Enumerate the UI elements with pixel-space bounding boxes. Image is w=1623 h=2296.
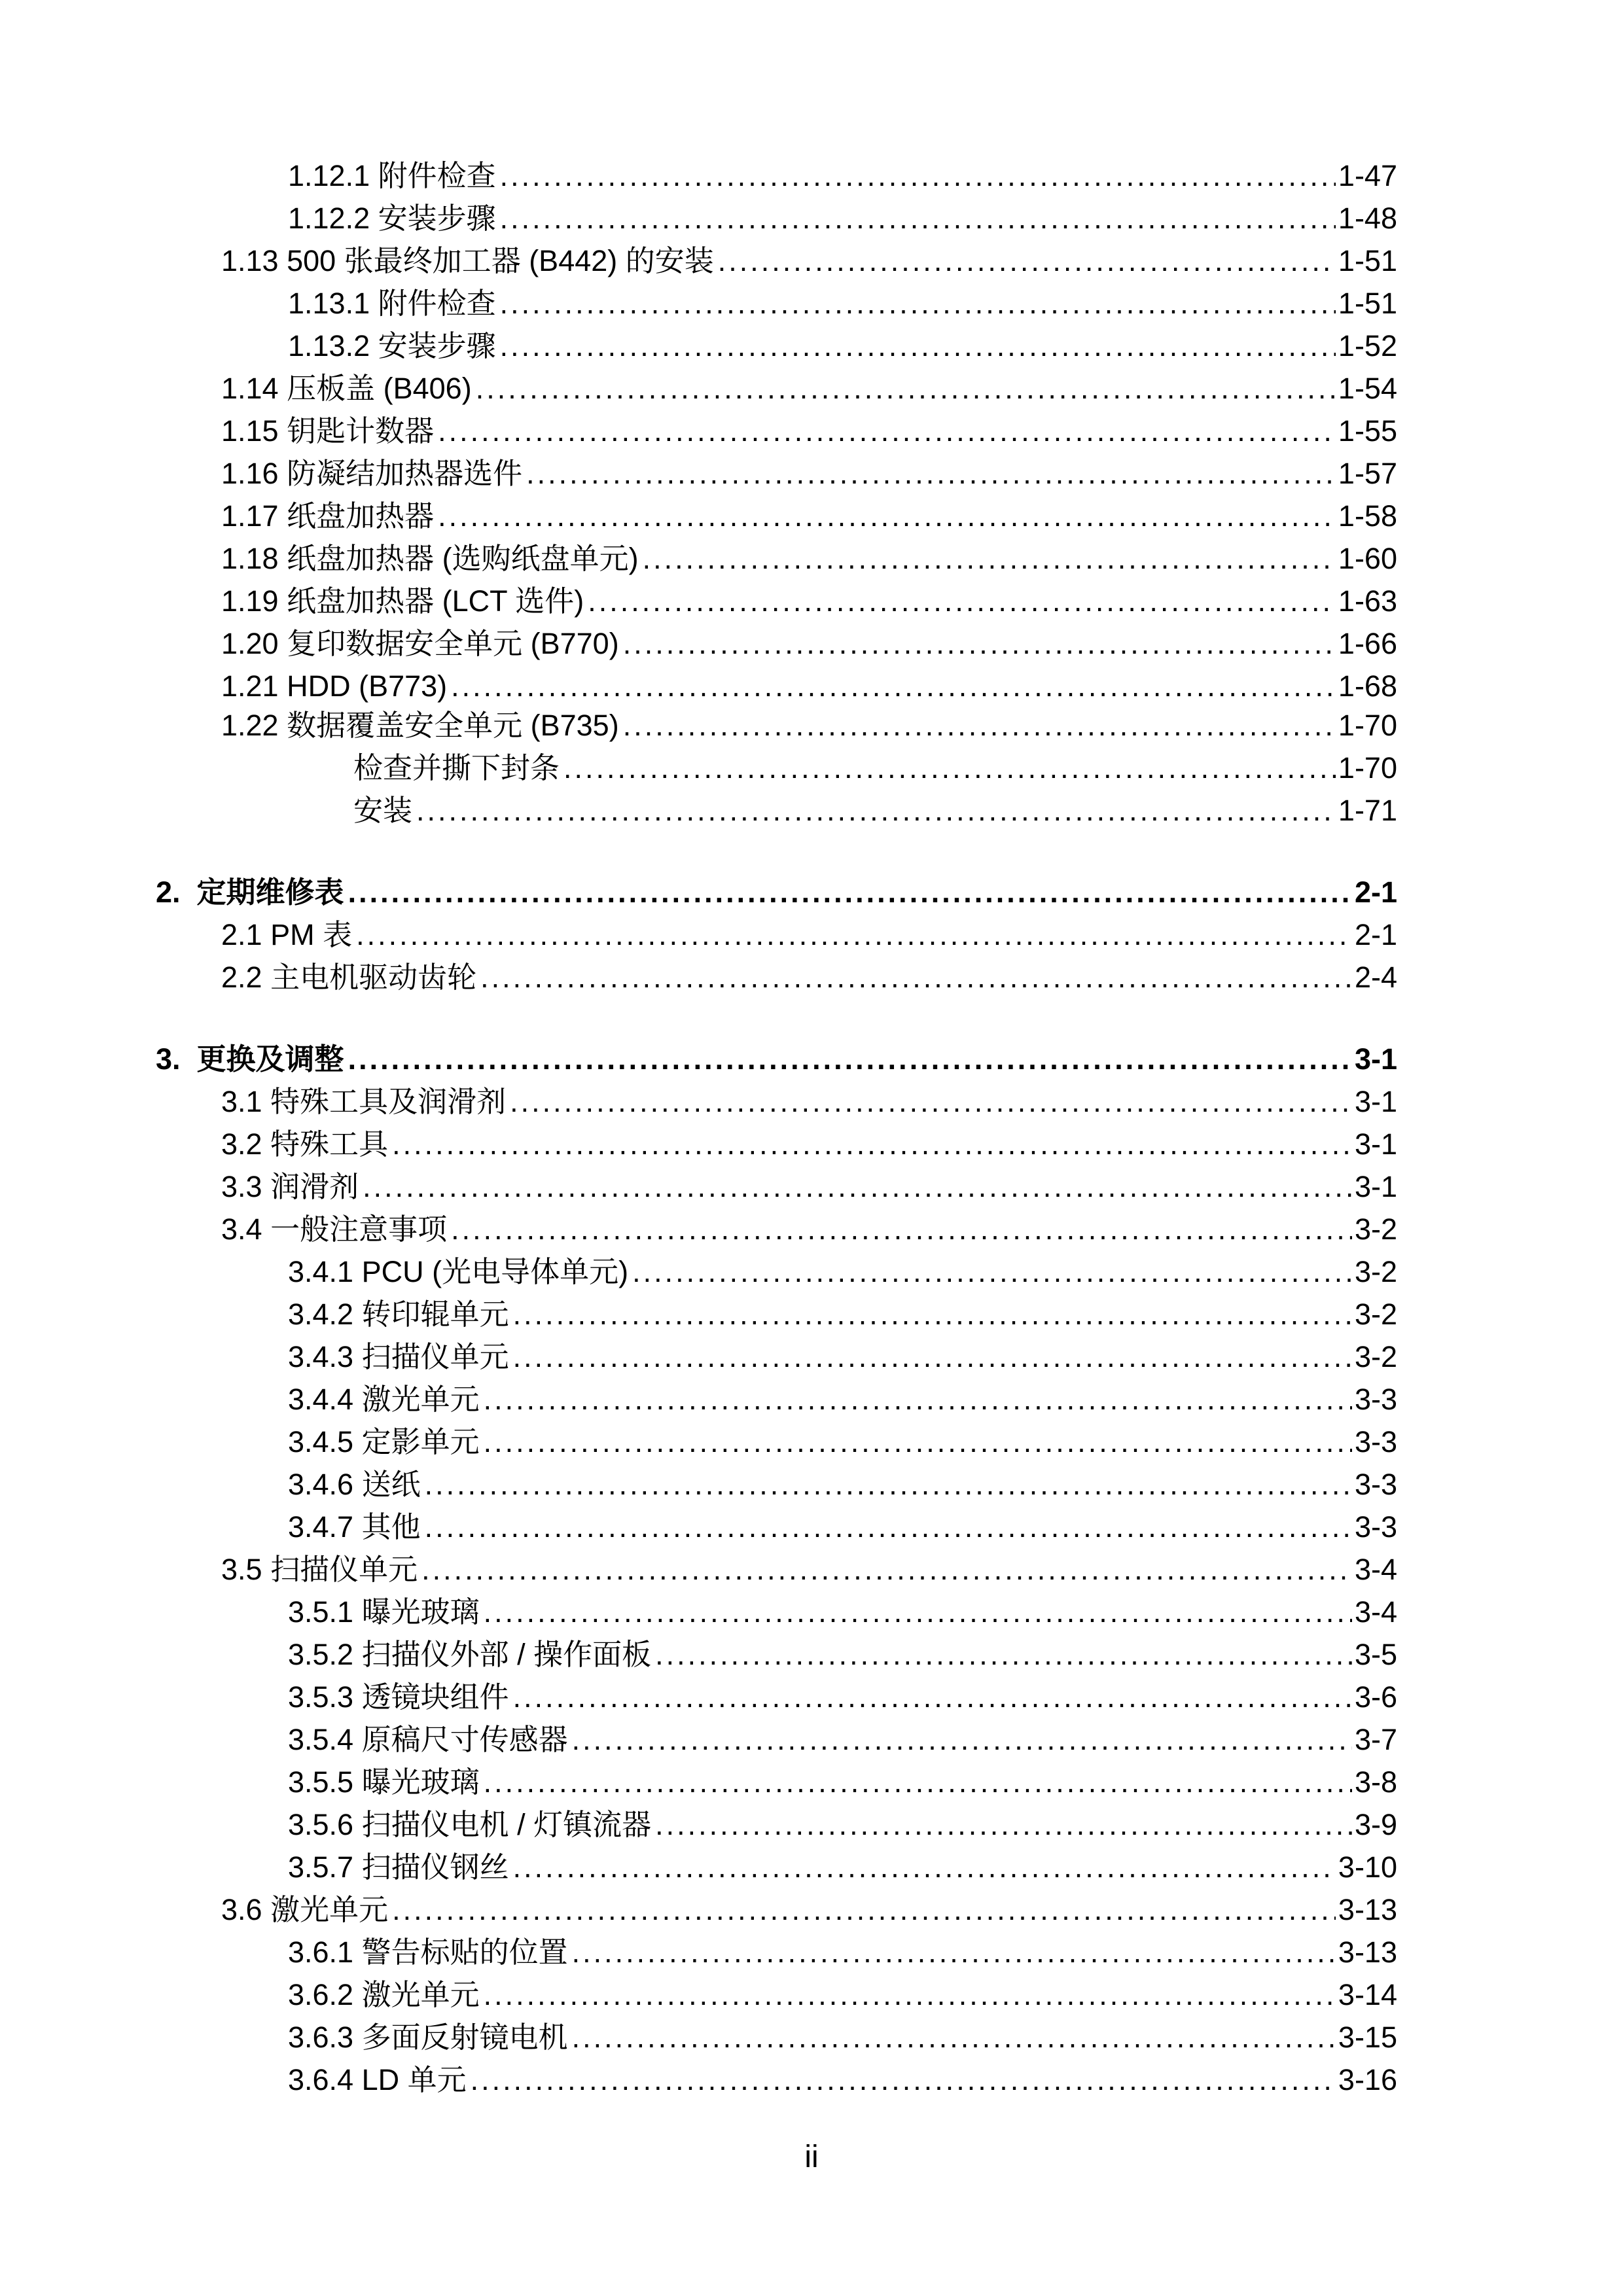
toc-entry[interactable]: 3.4 一般注意事项 ..... 3-2	[221, 1209, 1397, 1250]
toc-chapter[interactable]: 2. 定期维修表 ..... 2-1	[156, 872, 1397, 913]
toc-entry[interactable]: 3.3 润滑剂 ..... 3-1	[221, 1166, 1397, 1208]
toc-entry[interactable]: 1.15 钥匙计数器 ..... 1-55	[221, 410, 1397, 452]
toc-entry[interactable]: 2.2 主电机驱动齿轮 ..... 2-4	[221, 957, 1397, 998]
toc-entry[interactable]: 1.17 纸盘加热器 ..... 1-58	[221, 495, 1397, 537]
toc-entry[interactable]: 3.4.2 转印辊单元 ..... 3-2	[288, 1294, 1397, 1335]
toc-entry[interactable]: 1.14 压板盖 (B406) ..... 1-54	[221, 368, 1397, 410]
toc-entry[interactable]: 3.5.4 原稿尺寸传感器 ..... 3-7	[288, 1719, 1397, 1761]
toc-entry[interactable]: 3.6 激光单元 ..... 3-13	[221, 1889, 1397, 1931]
toc-entry[interactable]: 检查并撕下封条 ..... 1-70	[353, 747, 1397, 789]
toc-chapter[interactable]: 3. 更换及调整 ..... 3-1	[156, 1038, 1397, 1080]
toc-entry[interactable]: 1.18 纸盘加热器 (选购纸盘单元) ..... 1-60	[221, 538, 1397, 580]
toc-entry[interactable]: 3.5.5 曝光玻璃 ..... 3-8	[288, 1761, 1397, 1803]
toc-entry[interactable]: 3.4.7 其他 ..... 3-3	[288, 1506, 1397, 1548]
toc-entry[interactable]: 3.4.6 送纸 ..... 3-3	[288, 1464, 1397, 1506]
toc-entry[interactable]: 1.21 HDD (B773) ..... 1-68	[221, 665, 1397, 707]
toc-entry[interactable]: 1.16 防凝结加热器选件 ..... 1-57	[221, 453, 1397, 495]
toc-entry[interactable]: 1.13.1 附件检查 ..... 1-51	[288, 283, 1397, 325]
toc-entry[interactable]: 3.5.6 扫描仪电机 / 灯镇流器 ..... 3-9	[288, 1804, 1397, 1846]
toc-entry[interactable]: 3.6.1 警告标贴的位置 ..... 3-13	[288, 1932, 1397, 1973]
toc-entry[interactable]: 1.13.2 安装步骤 ..... 1-52	[288, 325, 1397, 367]
toc-entry[interactable]: 3.4.3 扫描仪单元 ..... 3-2	[288, 1336, 1397, 1378]
toc-entry[interactable]: 3.5.1 曝光玻璃 ..... 3-4	[288, 1591, 1397, 1633]
page-number: ii	[804, 2140, 819, 2174]
toc-entry[interactable]: 3.1 特殊工具及润滑剂 ..... 3-1	[221, 1081, 1397, 1123]
toc-entry[interactable]: 3.5.3 透镜块组件 ..... 3-6	[288, 1676, 1397, 1718]
toc-entry[interactable]: 1.13 500 张最终加工器 (B442) 的安装 ..... 1-51	[221, 240, 1397, 282]
toc-entry[interactable]: 3.6.3 多面反射镜电机 ..... 3-15	[288, 2017, 1397, 2058]
toc-entry[interactable]: 1.12.2 安装步骤 ..... 1-48	[288, 198, 1397, 239]
toc-entry[interactable]: 3.6.4 LD 单元 ..... 3-16	[288, 2059, 1397, 2101]
toc-entry[interactable]: 3.4.1 PCU (光电导体单元) ..... 3-2	[288, 1251, 1397, 1293]
toc-entry[interactable]: 1.20 复印数据安全单元 (B770) ..... 1-66	[221, 623, 1397, 665]
toc-entry[interactable]: 3.5 扫描仪单元 ..... 3-4	[221, 1549, 1397, 1591]
toc-entry[interactable]: 3.2 特殊工具 ..... 3-1	[221, 1123, 1397, 1165]
toc-entry[interactable]: 3.5.2 扫描仪外部 / 操作面板 ..... 3-5	[288, 1634, 1397, 1676]
toc-entry[interactable]: 1.22 数据覆盖安全单元 (B735) ..... 1-70	[221, 705, 1397, 747]
toc-entry[interactable]: 3.6.2 激光单元 ..... 3-14	[288, 1974, 1397, 2016]
toc-entry[interactable]: 2.1 PM 表 ..... 2-1	[221, 914, 1397, 956]
toc-entry[interactable]: 1.12.1 附件检查 ..... 1-47	[288, 155, 1397, 197]
toc-entry[interactable]: 安装 ..... 1-71	[353, 790, 1397, 832]
toc-entry[interactable]: 3.4.5 定影单元 ..... 3-3	[288, 1421, 1397, 1463]
toc-entry[interactable]: 1.19 纸盘加热器 (LCT 选件) ..... 1-63	[221, 580, 1397, 622]
toc-entry[interactable]: 3.4.4 激光单元 ..... 3-3	[288, 1379, 1397, 1421]
toc-entry[interactable]: 3.5.7 扫描仪钢丝 ..... 3-10	[288, 1846, 1397, 1888]
